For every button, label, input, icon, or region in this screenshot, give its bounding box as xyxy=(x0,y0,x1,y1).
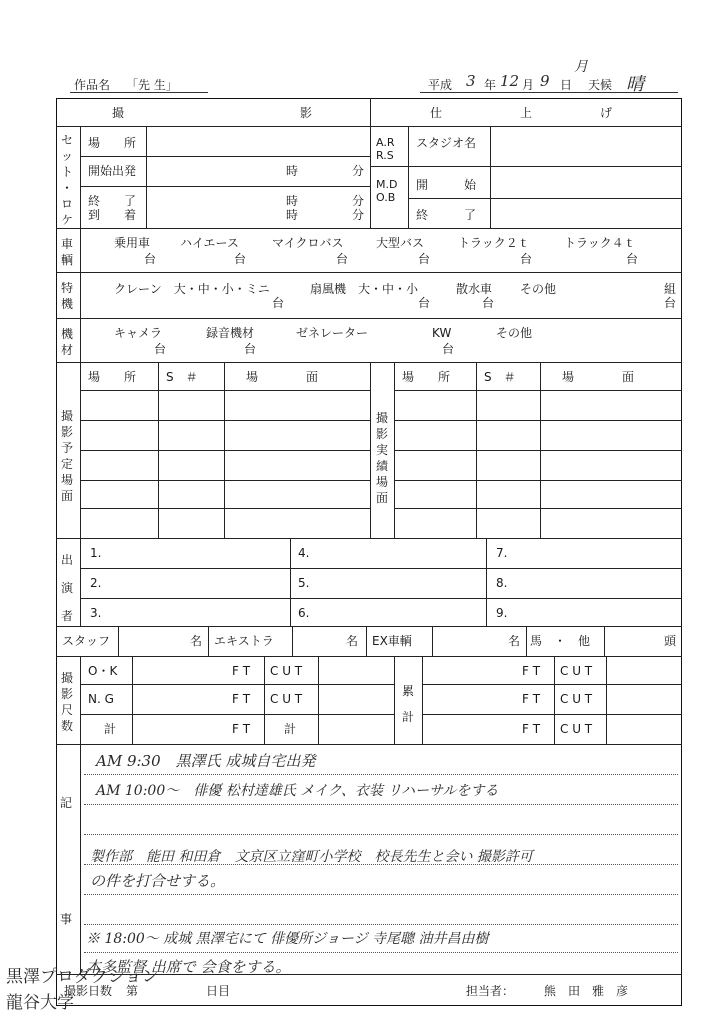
manager-label: 担当者： xyxy=(466,984,515,998)
equipment-side-label: 機 材 xyxy=(60,327,73,357)
cut-label: C U T xyxy=(270,692,303,706)
note-line-3: 製作部 能田 和田倉 文京区立窪町小学校 校長先生と会い 撮影許可 xyxy=(90,849,533,865)
extra-label: エキストラ xyxy=(214,634,274,648)
vehicle-unit: 台 xyxy=(626,252,639,266)
rule xyxy=(394,656,395,744)
vehicle-truck2: トラック２ｔ xyxy=(458,236,530,250)
head-unit: 頭 xyxy=(664,634,677,648)
set-unit: 組 xyxy=(664,282,677,296)
scene-col-place: 場 所 xyxy=(88,370,137,384)
special-unit: 台 xyxy=(664,296,677,310)
hour-1: 時 xyxy=(286,164,299,178)
rule xyxy=(526,626,527,656)
note-line-6: 本多監督 出席で 会食をする。 xyxy=(86,958,291,976)
watermark-line-2: 龍谷大学 xyxy=(6,993,74,1013)
start-label: 開始出発 xyxy=(88,164,137,178)
weekday-value: 月 xyxy=(574,59,588,75)
cast-1: 1. xyxy=(90,546,102,560)
cast-9: 9. xyxy=(496,606,508,620)
rule xyxy=(84,774,678,775)
rule xyxy=(56,744,682,745)
shoot-header-1: 撮 xyxy=(112,106,125,120)
weather-label: 天候 xyxy=(588,78,613,92)
special-unit: 台 xyxy=(482,296,495,310)
shoot-header-2: 影 xyxy=(300,106,313,120)
rule xyxy=(394,480,682,481)
rule xyxy=(408,126,409,228)
rule xyxy=(80,714,394,715)
ft-label: F T xyxy=(522,664,541,678)
rule xyxy=(370,166,682,167)
rule xyxy=(366,626,367,656)
vehicle-unit: 台 xyxy=(520,252,533,266)
note-line-4: の件を打合せする。 xyxy=(90,872,226,890)
notes-label-ji: 事 xyxy=(60,912,73,926)
arrive-label: 到 着 xyxy=(88,208,137,222)
rule xyxy=(118,626,119,656)
note-line-2: AM 10:00～ 俳優 松村達雄氏 メイク、衣装 リハーサルをする xyxy=(96,783,499,799)
cast-6: 6. xyxy=(298,606,310,620)
sprinkler-label: 散水車 xyxy=(456,282,493,296)
rule xyxy=(432,626,433,656)
cast-7: 7. xyxy=(496,546,508,560)
ft-label: F T xyxy=(232,664,251,678)
rule xyxy=(422,714,682,715)
rule xyxy=(84,834,678,835)
staff-unit: 名 xyxy=(190,634,203,648)
equip-kw: KW xyxy=(432,326,452,340)
set-side-label: セ ッ ト ・ ロ ケ xyxy=(60,133,73,227)
finish-header-1: 仕 xyxy=(430,106,443,120)
rule xyxy=(56,656,682,657)
minute-3: 分 xyxy=(352,208,365,222)
vehicle-unit: 台 xyxy=(234,252,247,266)
rule xyxy=(56,318,682,319)
end-label: 終 了 xyxy=(88,194,137,208)
weather-value: 晴 xyxy=(626,74,644,95)
rule xyxy=(84,804,678,805)
rule xyxy=(490,126,491,228)
special-other: その他 xyxy=(520,282,557,296)
ars-label: A.R R.S xyxy=(376,136,395,162)
vehicle-unit: 台 xyxy=(418,252,431,266)
rule xyxy=(80,684,394,685)
rule xyxy=(408,198,682,199)
rule xyxy=(84,864,678,865)
rule xyxy=(84,894,678,895)
finish-label: 終 了 xyxy=(416,208,477,222)
vehicle-hiace: ハイエース xyxy=(180,236,239,250)
rule xyxy=(604,626,605,656)
rule xyxy=(80,508,370,509)
year-unit: 年 xyxy=(484,78,497,92)
rule xyxy=(318,656,319,744)
special-side-label: 特 機 xyxy=(60,281,73,311)
notes-label-ki: 記 xyxy=(60,796,73,810)
cumulative-label: 累 計 xyxy=(401,684,414,724)
rule xyxy=(486,538,487,626)
rule xyxy=(394,420,682,421)
cast-4: 4. xyxy=(298,546,310,560)
rule xyxy=(422,684,682,685)
cut-label: C U T xyxy=(560,722,593,736)
equip-camera: キャメラ xyxy=(114,326,163,340)
ex-vehicle-unit: 名 xyxy=(508,634,521,648)
staff-label: スタッフ xyxy=(62,634,111,648)
ok-label: O・K xyxy=(88,664,118,678)
rule xyxy=(264,656,265,744)
rule xyxy=(554,656,555,744)
year-value: 3 xyxy=(466,72,476,90)
equip-unit: 台 xyxy=(244,342,257,356)
rule xyxy=(80,156,370,157)
month-unit: 月 xyxy=(522,78,535,92)
cast-2: 2. xyxy=(90,576,102,590)
rule xyxy=(80,568,682,569)
title-underline xyxy=(70,92,208,93)
rule xyxy=(394,450,682,451)
scene-col-s: S ＃ xyxy=(166,370,198,384)
ft-label: F T xyxy=(522,692,541,706)
ex-vehicle-label: EX車輌 xyxy=(372,634,412,648)
rule xyxy=(84,924,678,925)
equip-other: その他 xyxy=(496,326,533,340)
planned-scenes-label: 撮 影 予 定 場 面 xyxy=(60,409,73,503)
rule xyxy=(370,362,371,538)
rule xyxy=(146,126,147,228)
vehicle-side-label: 車 輌 xyxy=(60,237,73,267)
rule xyxy=(80,656,81,744)
day-suffix: 日目 xyxy=(206,984,231,998)
cut-label: C U T xyxy=(270,664,303,678)
cast-8: 8. xyxy=(496,576,508,590)
studio-label: スタジオ名 xyxy=(416,136,477,150)
rule xyxy=(80,390,370,391)
extra-unit: 名 xyxy=(346,634,359,648)
shoot-days-label: 撮影日数 xyxy=(64,984,113,998)
rule xyxy=(80,420,370,421)
rule xyxy=(56,228,682,229)
title-value: 「先 生」 xyxy=(126,78,178,92)
ft-label: F T xyxy=(232,692,251,706)
minute-2: 分 xyxy=(352,194,365,208)
place-label: 場 所 xyxy=(88,136,137,150)
rule xyxy=(606,656,607,744)
vehicle-microbus: マイクロバス xyxy=(272,236,344,250)
rule xyxy=(370,98,371,228)
rule xyxy=(56,126,682,127)
rule xyxy=(422,656,423,744)
vehicle-unit: 台 xyxy=(144,252,157,266)
manager-name: 熊 田 雅 彦 xyxy=(544,984,629,998)
watermark-line-1: 黒澤プロダクション xyxy=(6,967,159,987)
day-prefix: 第 xyxy=(126,984,139,998)
ft-label: F T xyxy=(522,722,541,736)
rule xyxy=(56,272,682,273)
rule xyxy=(394,508,682,509)
equip-generator: ゼネレーター xyxy=(296,326,369,340)
rule xyxy=(56,626,682,627)
rule xyxy=(80,228,81,368)
total-label: 計 xyxy=(104,722,117,736)
finish-header-2: 上 xyxy=(520,106,533,120)
rule xyxy=(84,952,678,953)
scene-col-scene: 場 面 xyxy=(562,370,635,384)
rule xyxy=(80,450,370,451)
special-unit: 台 xyxy=(418,296,431,310)
note-line-1: AM 9:30 黒澤氏 成城自宅出発 xyxy=(96,752,316,770)
era-label: 平成 xyxy=(428,78,453,92)
cast-5: 5. xyxy=(298,576,310,590)
rule xyxy=(132,656,133,744)
equip-unit: 台 xyxy=(154,342,167,356)
cut-label: C U T xyxy=(560,664,593,678)
rule xyxy=(56,538,682,539)
cast-side-label: 出 演 者 xyxy=(60,553,73,623)
day-unit: 日 xyxy=(560,78,573,92)
note-line-5: ※ 18:00～ 成城 黒澤宅にて 俳優所ジョージ 寺尾聰 油井昌由樹 xyxy=(86,931,489,947)
rule xyxy=(80,126,81,228)
cut-total-label: 計 xyxy=(284,722,297,736)
minute-1: 分 xyxy=(352,164,365,178)
title-label: 作品名 xyxy=(74,78,111,92)
mdob-label: M.D O.B xyxy=(376,178,398,204)
special-unit: 台 xyxy=(272,296,285,310)
vehicle-truck4: トラック４ｔ xyxy=(564,236,636,250)
rule xyxy=(292,626,293,656)
rule xyxy=(394,390,682,391)
hour-2: 時 xyxy=(286,194,299,208)
rule xyxy=(80,186,370,187)
rule xyxy=(56,362,682,363)
scene-col-place: 場 所 xyxy=(402,370,451,384)
rule xyxy=(80,480,370,481)
cast-3: 3. xyxy=(90,606,102,620)
rule xyxy=(80,744,81,974)
footage-side-label: 撮 影 尺 数 xyxy=(60,671,73,733)
rule xyxy=(80,538,81,626)
ng-label: N. G xyxy=(88,692,114,706)
vehicle-bus: 大型バス xyxy=(376,236,425,250)
equip-unit: 台 xyxy=(442,342,455,356)
equip-audio: 録音機材 xyxy=(206,326,255,340)
actual-scenes-label: 撮 影 実 績 場 面 xyxy=(375,411,388,505)
hour-3: 時 xyxy=(286,208,299,222)
horse-label: 馬 ・ 他 xyxy=(530,634,591,648)
rule xyxy=(208,626,209,656)
scene-col-s: S ＃ xyxy=(484,370,516,384)
cut-label: C U T xyxy=(560,692,593,706)
scene-col-scene: 場 面 xyxy=(246,370,319,384)
rule xyxy=(80,598,682,599)
day-value: 9 xyxy=(540,72,550,90)
ft-label: F T xyxy=(232,722,251,736)
vehicle-unit: 台 xyxy=(336,252,349,266)
vehicle-sedan: 乗用車 xyxy=(114,236,151,250)
rule xyxy=(290,538,291,626)
begin-label: 開 始 xyxy=(416,178,477,192)
fan-label: 扇風機 大・中・小 xyxy=(310,282,419,296)
date-underline xyxy=(420,92,678,93)
month-value: 12 xyxy=(500,72,520,90)
crane-label: クレーン 大・中・小・ミニ xyxy=(114,282,270,296)
finish-header-3: げ xyxy=(600,106,613,120)
